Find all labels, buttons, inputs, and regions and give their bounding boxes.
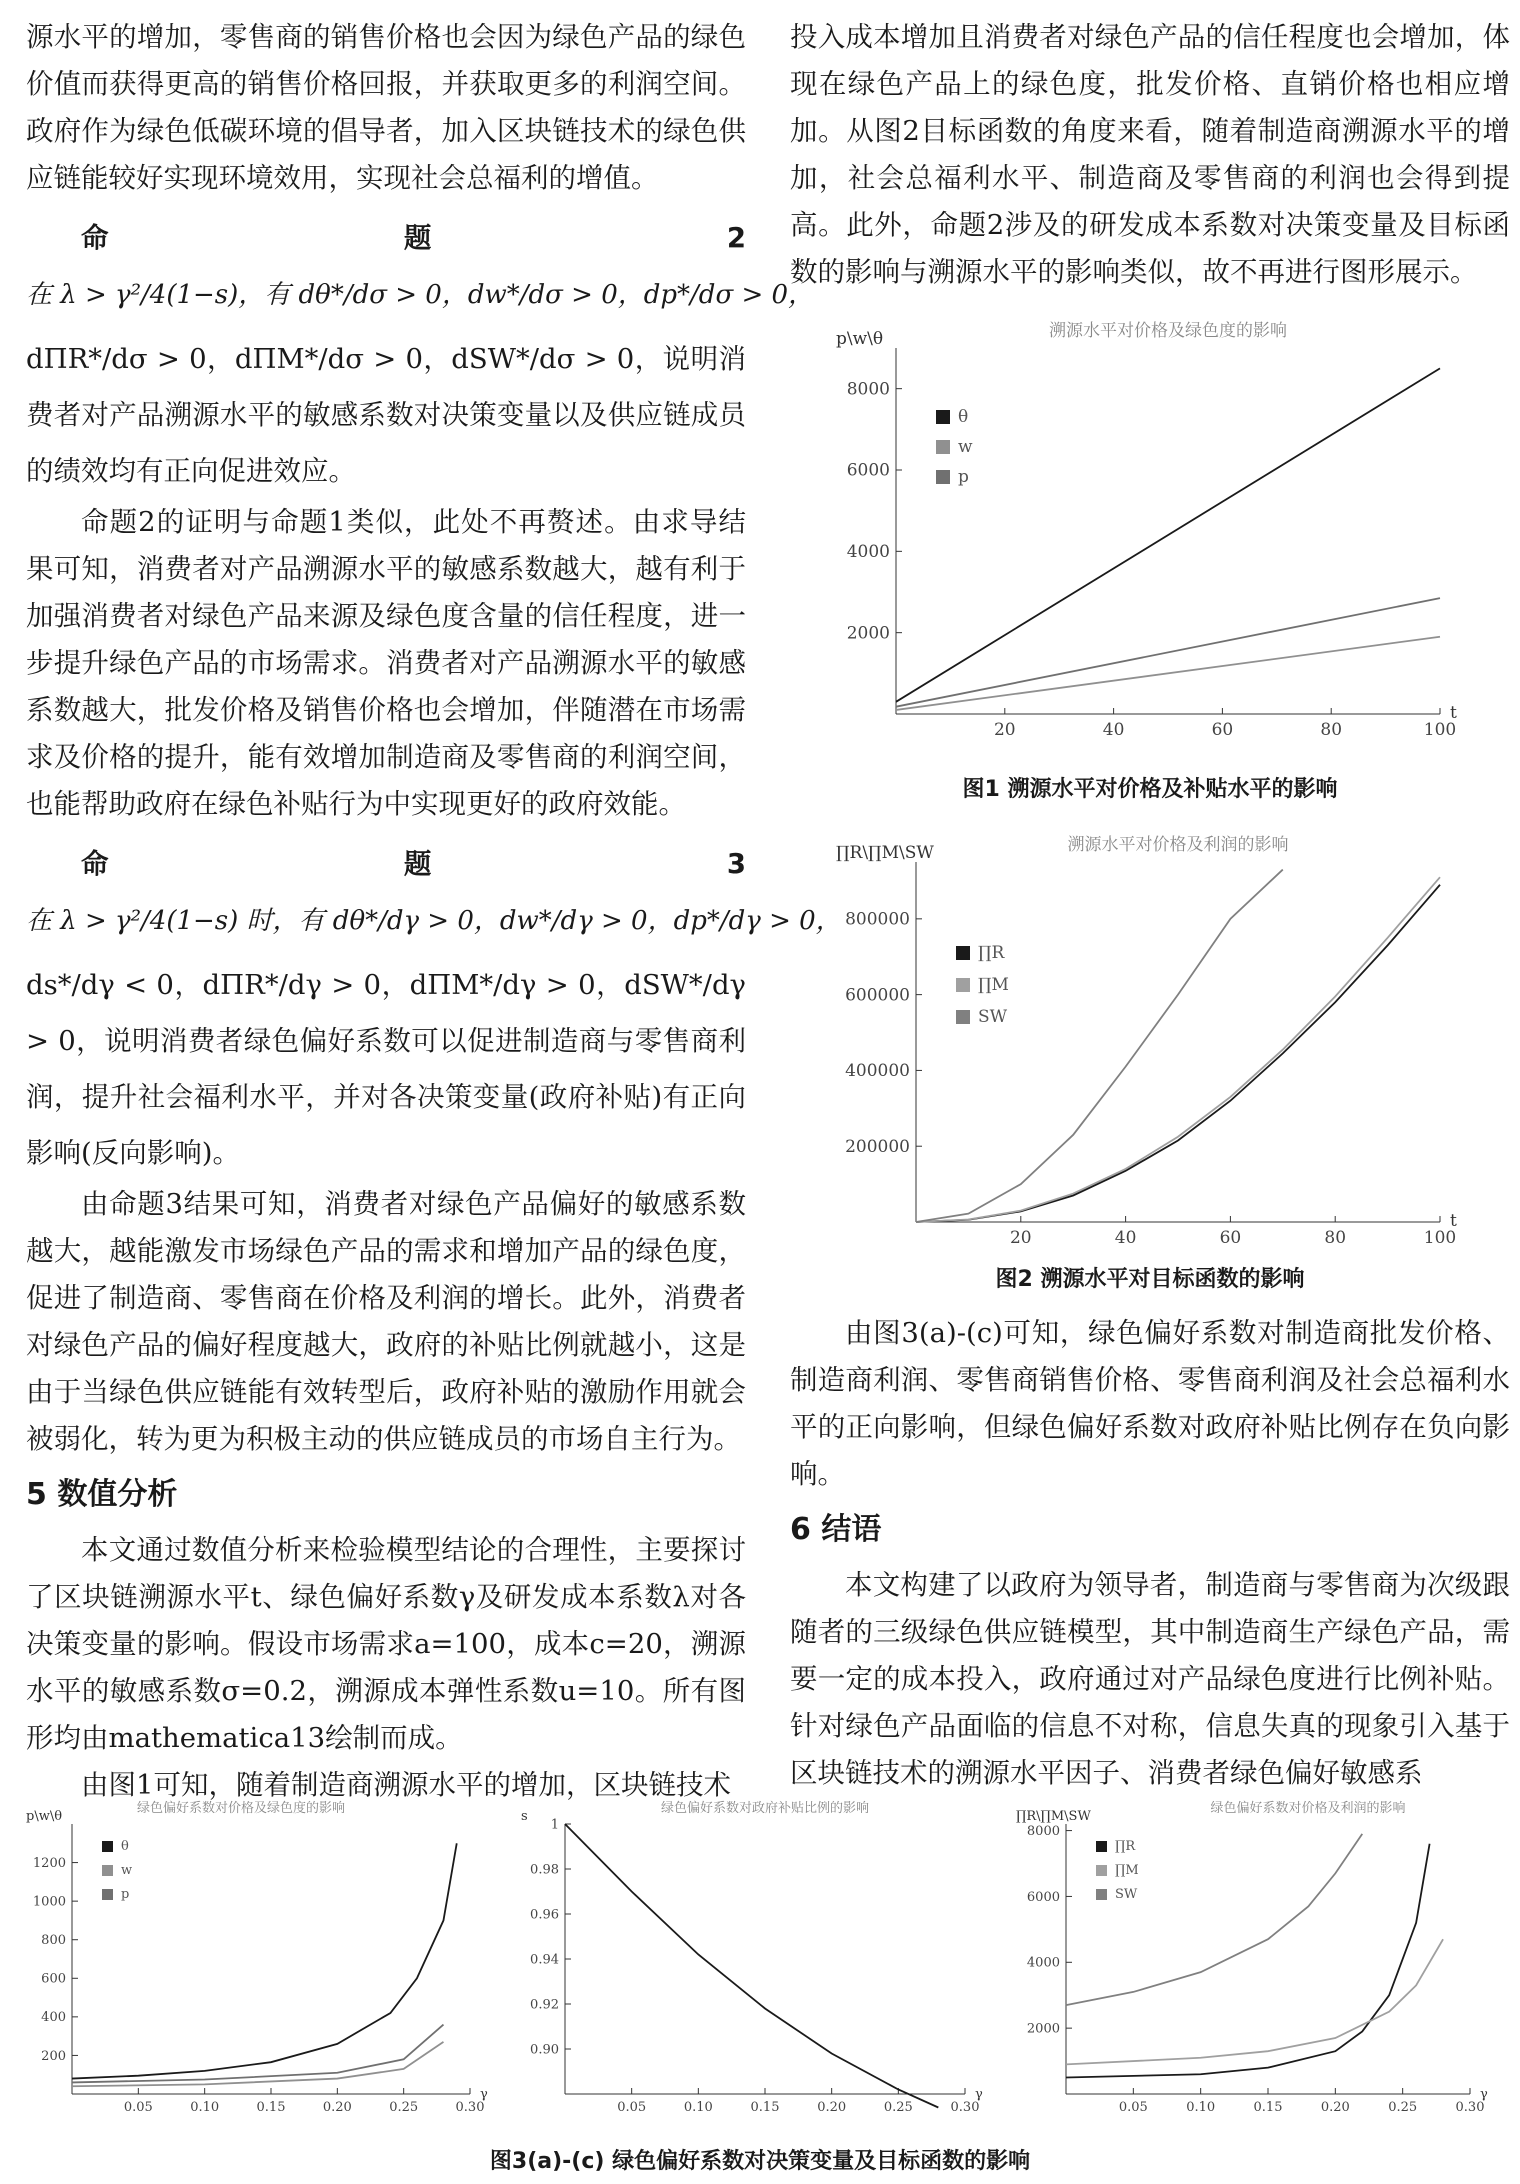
x-tick-label: 0.25: [883, 2100, 913, 2115]
y-tick-label: 200: [41, 2048, 66, 2064]
legend-label: ∏R: [978, 943, 1005, 963]
legend-swatch: [956, 946, 970, 960]
proposition-condition: 在 λ > γ²/4(1−s) 时，有 dθ*/dγ > 0，dw*/dγ > 0，dp*/dγ > 0，: [26, 906, 842, 936]
y-tick-label: 800: [41, 1933, 66, 1949]
x-tick-label: 0.20: [817, 2100, 847, 2115]
chart-title: 绿色偏好系数对价格及绿色度的影响: [136, 1801, 346, 1816]
y-tick-label: 0.94: [530, 1952, 559, 1968]
legend-label: ∏R: [1115, 1839, 1136, 1854]
x-tick-label: 40: [1114, 1228, 1137, 1248]
y-tick-label: 8000: [846, 379, 890, 400]
body-paragraph: 由命题3结果可知，消费者对绿色产品偏好的敏感系数越大，越能激发市场绿色产品的需求和增加产品的绿色度，促进了制造商、零售商在价格及利润的增长。此外，消费者对绿色产品的偏好程度越大，政府的补贴比例就越小，这是由于当绿色供应链能有效转型后，政府补贴的激励作用就会被弱化，转为更为积极主动的供应链成员的市场自主行为。: [26, 1188, 746, 1455]
x-tick-label: 0.15: [750, 2100, 780, 2115]
legend-label: θ: [121, 1839, 129, 1854]
y-axis-label: s: [521, 1809, 528, 1824]
legend-label: ∏M: [1115, 1863, 1139, 1878]
proposition-2: [26, 210, 815, 323]
body-paragraph: 本文构建了以政府为领导者，制造商与零售商为次级跟随者的三级绿色供应链模型，其中制造商生产绿色产品，需要一定的成本投入，政府通过对产品绿色度进行比例补贴。针对绿色产品面临的信息不对称，信息失真的现象引入基于区块链技术的溯源水平因子、消费者绿色偏好敏感系: [790, 1569, 1510, 1789]
x-tick-label: 0.20: [1320, 2100, 1350, 2115]
legend-swatch: [102, 1889, 113, 1900]
y-axis-label: ∏R\∏M\SW: [1016, 1809, 1091, 1824]
x-tick-label: 0.10: [1186, 2100, 1216, 2115]
series-line-θ: [72, 1843, 457, 2078]
body-paragraph: 由图3(a)-(c)可知，绿色偏好系数对制造商批发价格、制造商利润、零售商销售价格、零售商利润及社会总福利水平的正向影响，但绿色偏好系数对政府补贴比例存在负向影响。: [790, 1317, 1510, 1490]
proposition-condition: 在 λ > γ²/4(1−s)，有 dθ*/dσ > 0，dw*/dσ > 0，dp*/dσ > 0，: [26, 280, 815, 310]
y-tick-label: 2000: [846, 623, 890, 644]
chart-title: 绿色偏好系数对价格及利润的影响: [1210, 1801, 1406, 1816]
x-tick-label: 20: [993, 720, 1016, 740]
y-tick-label: 4000: [1026, 1955, 1060, 1971]
x-tick-label: 0.10: [190, 2100, 220, 2115]
x-tick-label: 0.30: [1455, 2100, 1485, 2115]
figure-2: [830, 822, 1470, 1266]
legend-label: w: [121, 1863, 133, 1878]
y-tick-label: 1000: [32, 1894, 66, 1910]
legend-swatch: [102, 1865, 113, 1876]
x-tick-label: 0.30: [950, 2100, 980, 2115]
series-line-s: [565, 1824, 938, 2108]
y-tick-label: 6000: [846, 460, 890, 481]
x-tick-label: 0.25: [1388, 2100, 1418, 2115]
x-tick-label: 80: [1320, 720, 1343, 740]
y-tick-label: 1200: [32, 1855, 66, 1871]
y-tick-label: 4000: [846, 542, 890, 562]
series-line-w: [896, 637, 1440, 710]
x-tick-label: 0.25: [389, 2100, 419, 2115]
right-column-lower: [790, 1310, 1510, 1797]
figure-1-chart: [830, 320, 1470, 770]
series-line-∏R: [916, 885, 1440, 1222]
x-tick-label: 0.10: [683, 2100, 713, 2115]
body-paragraph: 命题2的证明与命题1类似，此处不再赘述。由求导结果可知，消费者对产品溯源水平的敏感系数越大，越有利于加强消费者对绿色产品来源及绿色度含量的信任程度，进一步提升绿色产品的市场需求。消费者对产品溯源水平的敏感系数越大，批发价格及销售价格也会增加，伴随潜在市场需求及价格的提升，能有效增加制造商及零售商的利润空间，也能帮助政府在绿色补贴行为中实现更好的政府效能。: [26, 506, 746, 820]
series-line-∏M: [916, 877, 1440, 1222]
series-line-∏R: [1066, 1844, 1430, 2078]
x-tick-label: 0.20: [322, 2100, 352, 2115]
figure-3a-chart: [20, 1800, 500, 2140]
section-heading: 6 结语: [790, 1512, 882, 1547]
x-tick-label: 0.30: [455, 2100, 485, 2115]
x-tick-label: 80: [1324, 1228, 1347, 1248]
y-tick-label: 600000: [845, 985, 910, 1006]
y-axis-label: ∏R\∏M\SW: [836, 843, 934, 863]
body-paragraph: 本文通过数值分析来检验模型结论的合理性，主要探讨了区块链溯源水平t、绿色偏好系数γ及研发成本系数λ对各决策变量的影响。假设市场需求a=100，成本c=20，溯源水平的敏感系数σ=0.2，溯源成本弹性系数u=10。所有图形均由mathematica13绘制而成。: [26, 1534, 746, 1754]
y-axis-label: p\w\θ: [836, 329, 884, 349]
x-tick-label: 100: [1423, 1228, 1457, 1248]
y-tick-label: 0.96: [530, 1907, 559, 1923]
y-tick-label: 0.90: [530, 2042, 559, 2058]
figure-3-caption: 图3(a)-(c) 绿色偏好系数对决策变量及目标函数的影响: [489, 2149, 1031, 2174]
figure-3a: [20, 1800, 500, 2144]
chart-title: 溯源水平对价格及利润的影响: [1067, 835, 1289, 855]
x-tick-label: 60: [1219, 1228, 1242, 1248]
series-line-SW: [1066, 1834, 1362, 2005]
y-tick-label: 1: [550, 1817, 559, 1833]
y-tick-label: 0.92: [530, 1997, 559, 2013]
y-tick-label: 0.98: [530, 1862, 559, 1878]
x-tick-label: 100: [1423, 720, 1457, 740]
x-axis-label: t: [1450, 1211, 1457, 1231]
x-tick-label: 0.15: [256, 2100, 286, 2115]
x-tick-label: 20: [1009, 1228, 1032, 1248]
legend-label: SW: [978, 1007, 1008, 1027]
x-axis-label: γ: [480, 2087, 488, 2102]
series-line-∏M: [1066, 1939, 1443, 2064]
y-tick-label: 2000: [1026, 2021, 1060, 2037]
series-line-SW: [916, 870, 1283, 1222]
y-tick-label: 800000: [845, 909, 910, 930]
x-tick-label: 0.05: [617, 2100, 647, 2115]
legend-swatch: [102, 1841, 113, 1852]
legend-swatch: [936, 410, 950, 424]
legend-label: p: [958, 467, 969, 487]
figure-2-chart: [830, 822, 1470, 1262]
legend-swatch: [956, 1010, 970, 1024]
legend-swatch: [1096, 1841, 1107, 1852]
legend-swatch: [1096, 1865, 1107, 1876]
figure-1-caption: 图1 溯源水平对价格及补贴水平的影响: [962, 777, 1338, 802]
body-paragraph: 源水平的增加，零售商的销售价格也会因为绿色产品的绿色价值而获得更高的销售价格回报，并获取更多的利润空间。政府作为绿色低碳环境的倡导者，加入区块链技术的绿色供应链能较好实现环境效用，实现社会总福利的增值。: [26, 21, 746, 194]
proposition-3-text: ds*/dγ < 0，dΠR*/dγ > 0，dΠM*/dγ > 0，dSW*/dγ > 0，说明消费者绿色偏好系数可以促进制造商与零售商利润，提升社会福利水平，并对各决策变量(政府补贴)有正向影响(反向影响)。: [26, 969, 746, 1169]
chart-title: 绿色偏好系数对政府补贴比例的影响: [660, 1801, 870, 1816]
x-tick-label: 0.05: [123, 2100, 153, 2115]
legend-swatch: [936, 440, 950, 454]
y-tick-label: 600: [41, 1971, 66, 1987]
legend-swatch: [1096, 1889, 1107, 1900]
series-line-p: [72, 2025, 443, 2083]
y-tick-label: 8000: [1026, 1823, 1060, 1839]
y-tick-label: 6000: [1026, 1889, 1060, 1905]
y-tick-label: 400000: [845, 1061, 910, 1082]
legend-label: ∏M: [978, 975, 1009, 995]
figure-3c: [1010, 1800, 1500, 2144]
y-tick-label: 200000: [845, 1136, 910, 1157]
x-tick-label: 0.05: [1118, 2100, 1148, 2115]
figure-3b-chart: [515, 1800, 995, 2140]
x-axis-label: γ: [1480, 2087, 1488, 2102]
chart-title: 溯源水平对价格及绿色度的影响: [1049, 321, 1287, 341]
body-paragraph: 由图1可知，随着制造商溯源水平的增加，区块链技术: [81, 1769, 731, 1801]
y-axis-label: p\w\θ: [26, 1809, 63, 1824]
section-heading: 5 数值分析: [26, 1477, 178, 1512]
x-tick-label: 0.15: [1253, 2100, 1283, 2115]
proposition-3: [26, 836, 842, 949]
legend-swatch: [956, 978, 970, 992]
figure-3c-chart: [1010, 1800, 1500, 2140]
x-tick-label: 40: [1102, 720, 1125, 740]
proposition-label: 命题3: [81, 848, 746, 880]
x-axis-label: γ: [975, 2087, 983, 2102]
proposition-2-text: dΠR*/dσ > 0，dΠM*/dσ > 0，dSW*/dσ > 0，说明消费者对产品溯源水平的敏感系数对决策变量以及供应链成员的绩效均有正向促进效应。: [26, 343, 746, 487]
figure-3b: [515, 1800, 995, 2144]
right-column: [790, 14, 1510, 296]
legend-label: SW: [1115, 1887, 1138, 1902]
proposition-label: 命题2: [81, 222, 746, 254]
legend-swatch: [936, 470, 950, 484]
x-axis-label: t: [1450, 703, 1457, 723]
legend-label: θ: [958, 407, 969, 427]
body-paragraph: 投入成本增加且消费者对绿色产品的信任程度也会增加，体现在绿色产品上的绿色度，批发价格、直销价格也相应增加。从图2目标函数的角度来看，随着制造商溯源水平的增加，社会总福利水平、制造商及零售商的利润也会得到提高。此外，命题2涉及的研发成本系数对决策变量及目标函数的影响与溯源水平的影响类似，故不再进行图形展示。: [790, 21, 1510, 288]
figure-2-caption: 图2 溯源水平对目标函数的影响: [995, 1267, 1305, 1292]
x-tick-label: 60: [1211, 720, 1234, 740]
legend-label: w: [958, 437, 973, 457]
y-tick-label: 400: [41, 2010, 66, 2026]
figure-1: [830, 320, 1470, 774]
legend-label: p: [121, 1887, 130, 1902]
